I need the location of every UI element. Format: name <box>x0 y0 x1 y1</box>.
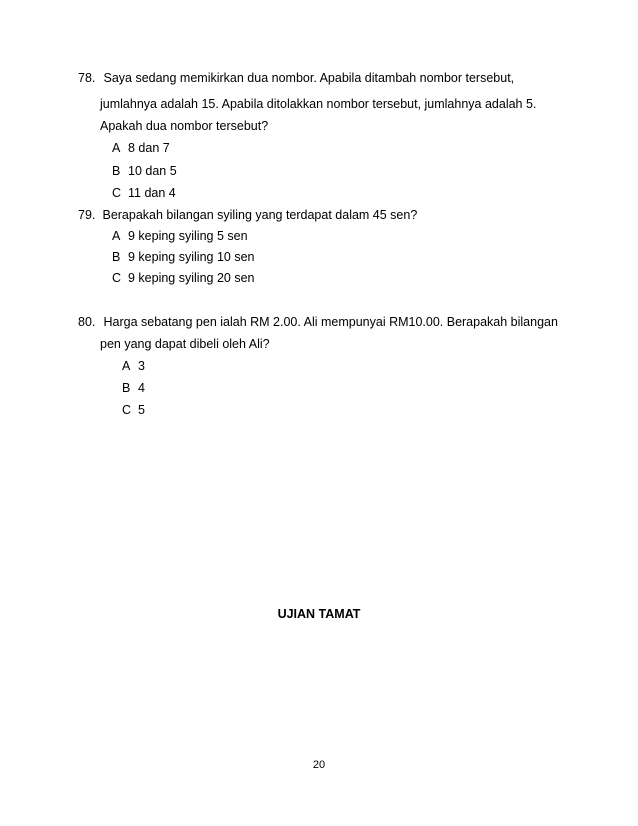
question-79-text-1: Berapakah bilangan syiling yang terdapat dalam 45 sen? <box>102 208 418 222</box>
question-78-line-2: jumlahnya adalah 15. Apabila ditolakkan nombor tersebut, jumlahnya adalah 5. <box>100 97 537 111</box>
question-79-number: 79. <box>78 208 96 222</box>
option-text: 5 <box>138 403 145 417</box>
question-79-option-c <box>112 270 254 286</box>
option-text: 11 dan 4 <box>128 186 176 200</box>
question-80-option-b <box>122 380 145 396</box>
question-79-option-b <box>112 249 254 265</box>
option-letter: B <box>122 381 131 395</box>
question-80-line-2: pen yang dapat dibeli oleh Ali? <box>100 337 270 351</box>
question-78-option-a <box>112 140 170 156</box>
option-text: 10 dan 5 <box>128 164 177 178</box>
question-78-line-3: Apakah dua nombor tersebut? <box>100 119 269 133</box>
option-text: 8 dan 7 <box>128 141 170 155</box>
question-80-text-1: Harga sebatang pen ialah RM 2.00. Ali mempunyai RM10.00. Berapakah bilangan <box>103 315 558 329</box>
question-79-line-1 <box>78 207 417 223</box>
question-78-text-1: Saya sedang memikirkan dua nombor. Apabila ditambah nombor tersebut, <box>103 71 515 85</box>
option-letter: C <box>122 403 132 417</box>
option-letter: C <box>112 271 122 285</box>
option-text: 9 keping syiling 10 sen <box>128 250 255 264</box>
option-text: 9 keping syiling 20 sen <box>128 271 255 285</box>
question-78-option-c <box>112 185 176 201</box>
option-letter: C <box>112 186 122 200</box>
question-78-option-b <box>112 163 177 179</box>
question-78-line-1 <box>78 70 514 86</box>
question-79-option-a <box>112 228 248 244</box>
end-of-test-title: UJIAN TAMAT <box>277 607 361 621</box>
question-80-option-c <box>122 402 145 418</box>
question-80-line-1 <box>78 314 558 330</box>
option-letter: A <box>122 359 131 373</box>
option-letter: B <box>112 164 121 178</box>
question-80-number: 80. <box>78 315 96 329</box>
option-text: 9 keping syiling 5 sen <box>128 229 248 243</box>
question-78-number: 78. <box>78 71 96 85</box>
option-letter: A <box>112 141 121 155</box>
option-text: 3 <box>138 359 145 373</box>
page-number: 20 <box>312 759 326 771</box>
option-letter: A <box>112 229 121 243</box>
question-80-option-a <box>122 358 145 374</box>
option-letter: B <box>112 250 121 264</box>
option-text: 4 <box>138 381 145 395</box>
